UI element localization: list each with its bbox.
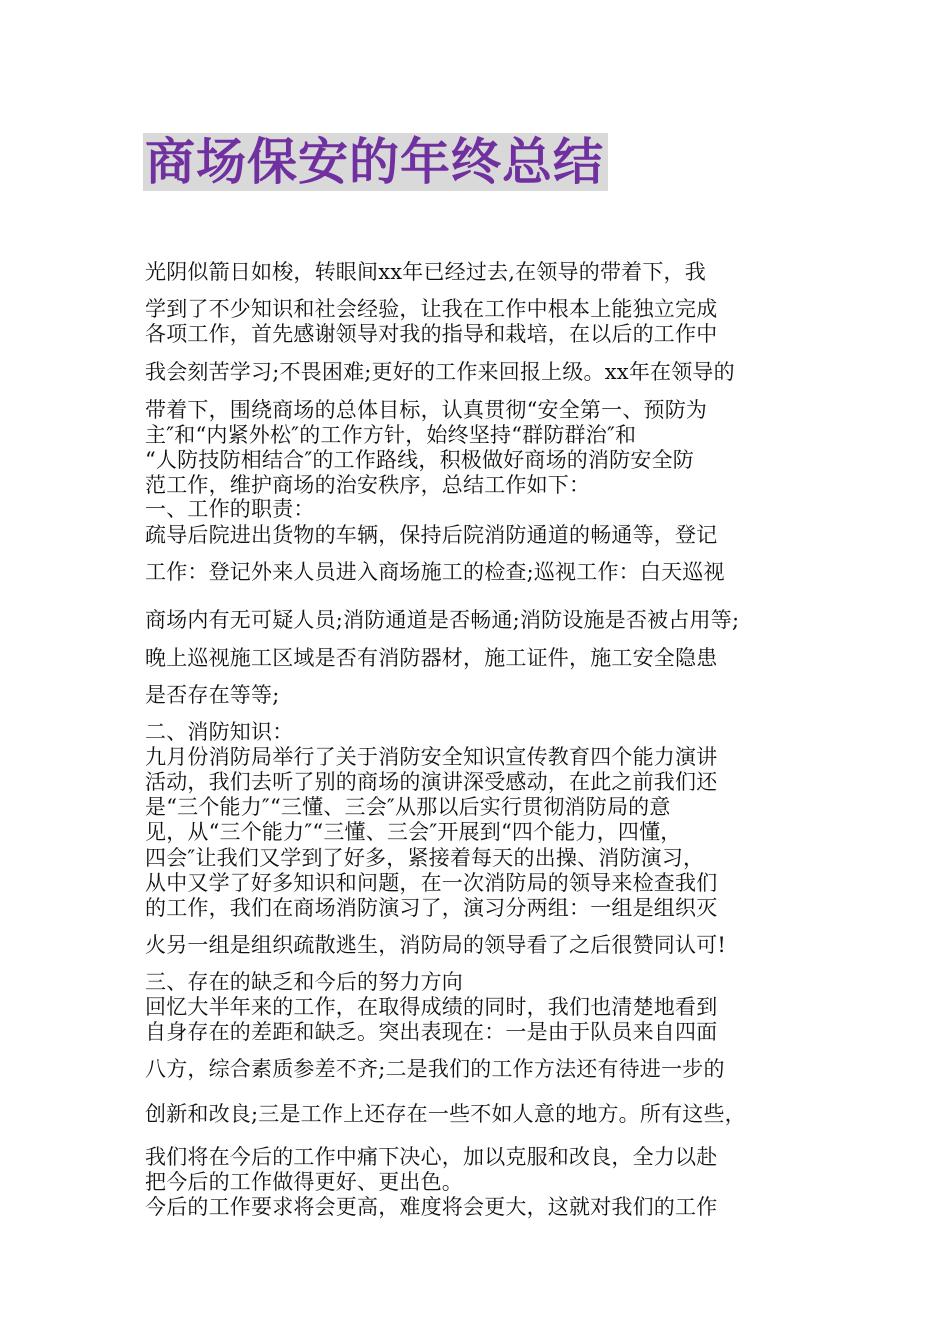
text-line: 我会刻苦学习;不畏困难;更好的工作来回报上级。xx年在领导的 bbox=[145, 360, 735, 384]
text-line: 八方，综合素质参差不齐;二是我们的工作方法还有待进一步的 bbox=[145, 1057, 725, 1081]
text-line: 学到了不少知识和社会经验，让我在工作中根本上能独立完成 bbox=[145, 297, 718, 321]
text-line: 见，从“三个能力″“三懂、三会″开展到“四个能力，四懂， bbox=[145, 820, 682, 844]
text-line: 疏导后院进出货物的车辆，保持后院消防通道的畅通等，登记 bbox=[145, 523, 718, 547]
text-line: 火另一组是组织疏散逃生，消防局的领导看了之后很赞同认可! bbox=[145, 933, 727, 957]
text-line: “人防技防相结合″的工作路线，积极做好商场的消防安全防 bbox=[145, 448, 694, 472]
text-line: 我们将在今后的工作中痛下决心，加以克服和改良，全力以赴 bbox=[145, 1145, 718, 1169]
text-line: 是否存在等等; bbox=[145, 683, 280, 707]
text-line: 创新和改良;三是工作上还存在一些不如人意的地方。所有这些， bbox=[145, 1102, 746, 1126]
document-title: 商场保安的年终总结 bbox=[143, 133, 608, 191]
text-line: 晚上巡视施工区域是否有消防器材，施工证件，施工安全隐患 bbox=[145, 646, 718, 670]
text-line: 各项工作，首先感谢领导对我的指导和栽培，在以后的工作中 bbox=[145, 322, 718, 346]
text-line: 二、消防知识： bbox=[145, 720, 294, 744]
text-line: 把今后的工作做得更好、更出色。 bbox=[145, 1170, 463, 1194]
text-line: 一、工作的职责： bbox=[145, 497, 315, 521]
text-line: 的工作，我们在商场消防演习了，演习分两组：一组是组织灭 bbox=[145, 896, 718, 920]
text-line: 自身存在的差距和缺乏。突出表现在：一是由于队员来自四面 bbox=[145, 1020, 718, 1044]
text-line: 回忆大半年来的工作，在取得成绩的同时，我们也清楚地看到 bbox=[145, 995, 718, 1019]
text-line: 三、存在的缺乏和今后的努力方向 bbox=[145, 970, 463, 994]
text-line: 工作：登记外来人员进入商场施工的检查;巡视工作：白天巡视 bbox=[145, 560, 725, 584]
text-line: 今后的工作要求将会更高，难度将会更大，这就对我们的工作 bbox=[145, 1195, 718, 1219]
text-line: 光阴似箭日如梭，转眼间xx年已经过去,在领导的带着下，我 bbox=[145, 260, 706, 284]
text-line: 九月份消防局举行了关于消防安全知识宣传教育四个能力演讲 bbox=[145, 745, 718, 769]
text-line: 范工作，维护商场的治安秩序，总结工作如下： bbox=[145, 473, 591, 497]
text-line: 主″和“内紧外松″的工作方针，始终坚持“群防群治″和 bbox=[145, 423, 637, 447]
text-line: 带着下，围绕商场的总体目标，认真贯彻“安全第一、预防为 bbox=[145, 398, 708, 422]
text-line: 商场内有无可疑人员;消防通道是否畅通;消防设施是否被占用等; bbox=[145, 608, 740, 632]
text-line: 四会″让我们又学到了好多，紧接着每天的出操、消防演习， bbox=[145, 846, 705, 870]
text-line: 是“三个能力″“三懂、三会″从那以后实行贯彻消防局的意 bbox=[145, 795, 671, 819]
text-line: 活动，我们去听了别的商场的演讲深受感动，在此之前我们还 bbox=[145, 770, 718, 794]
text-line: 从中又学了好多知识和问题，在一次消防局的领导来检查我们 bbox=[145, 871, 718, 895]
